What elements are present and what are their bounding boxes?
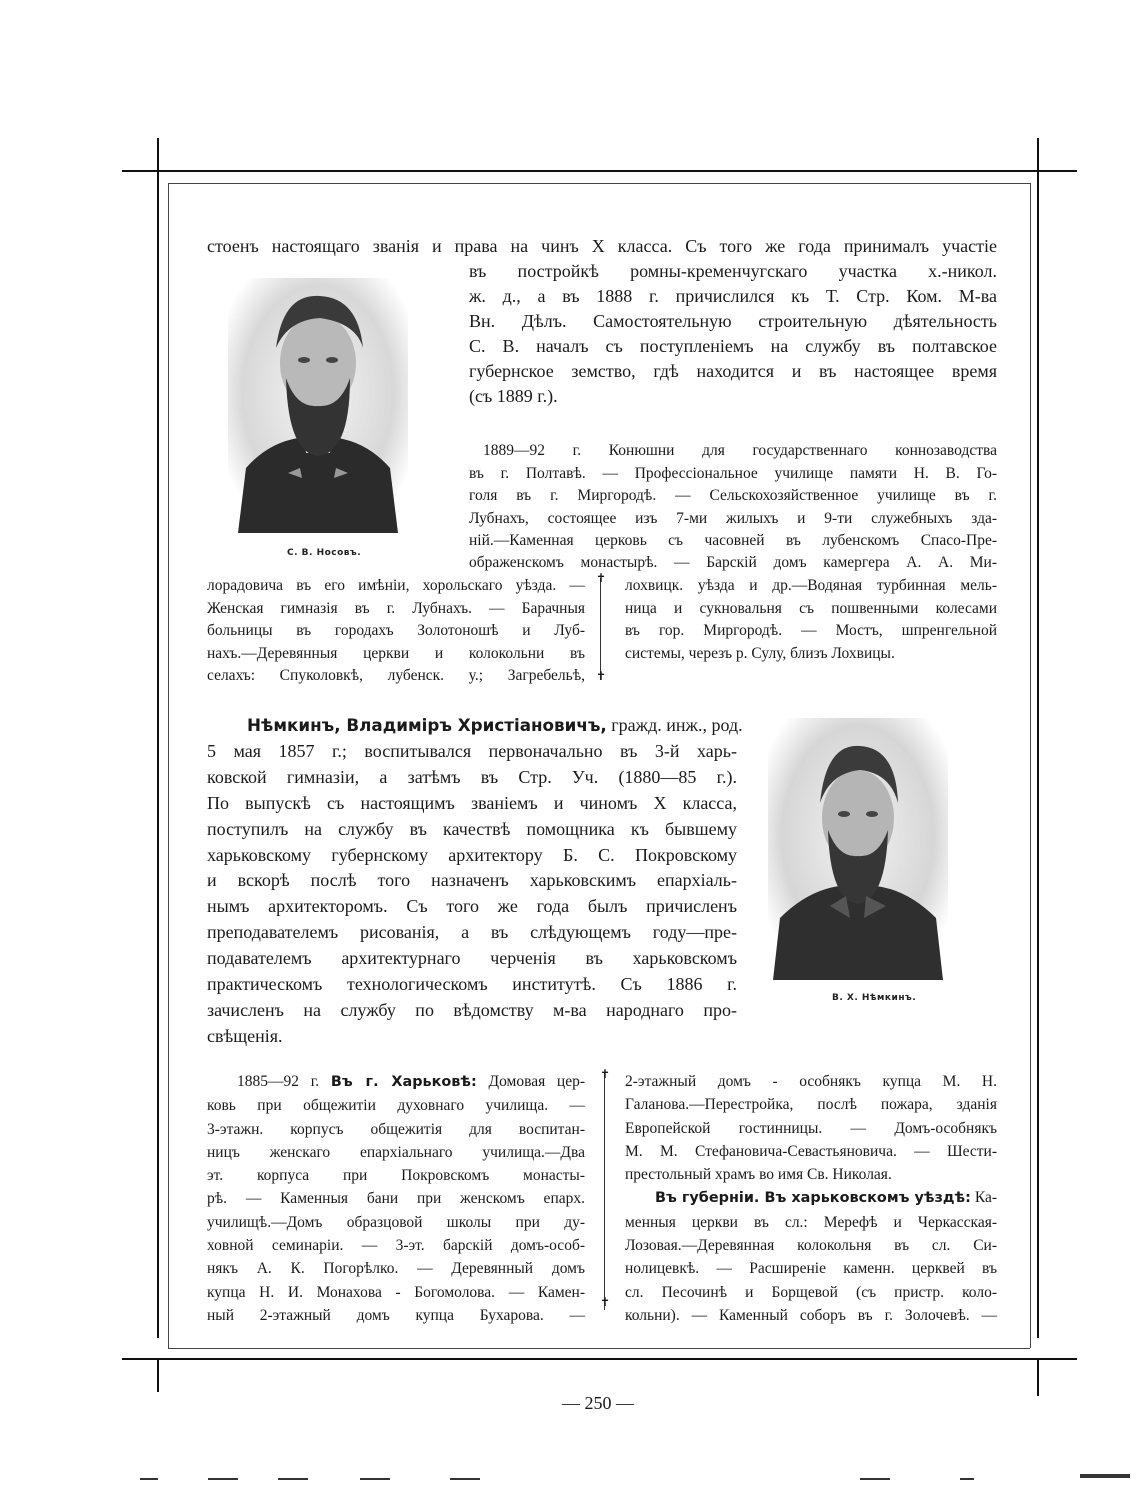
text-fragment: гражд. инж., род.	[611, 715, 743, 735]
text-line: М. М. Стефановича-Севастьяновича. — Шести-	[625, 1142, 997, 1160]
scan-mark	[960, 1478, 974, 1480]
scan-mark	[860, 1478, 890, 1480]
text-line: поступилъ на службу въ качествѣ помощника къ бывшему	[207, 818, 737, 839]
text-line: ница и сукновальня съ пошвенными колесами	[625, 599, 997, 617]
text-line: 1889—92 г. Конюшни для государственнаго коннозаводства	[483, 442, 997, 459]
nosov-works-intro-last	[469, 552, 997, 575]
nemkin-works-right	[625, 1070, 997, 1327]
text-line: Лозовая.—Деревянная колокольня въ сл. Си-	[625, 1237, 997, 1255]
portrait-illustration	[768, 718, 948, 980]
nemkin-portrait	[768, 718, 948, 980]
text-line: ковь при общежитіи духовнаго училища. —	[207, 1097, 585, 1115]
region-heading: Въ губерніи. Въ харьковскомъ уѣздѣ:	[655, 1190, 971, 1207]
text-line: нымъ архитекторомъ. Съ того же года былъ причисленъ	[207, 896, 737, 917]
text-line: кольни). — Каменный соборъ въ г. Золочевѣ. —	[625, 1306, 997, 1324]
scan-mark	[278, 1478, 308, 1480]
scan-mark	[140, 1478, 158, 1480]
text-line: Женская гимназія въ г. Лубнахъ. — Барачныя	[207, 599, 585, 617]
text-fragment: Домовая цер-	[488, 1073, 585, 1090]
nosov-works-left	[207, 575, 585, 688]
frame-left-inner	[168, 183, 169, 1348]
text-line: практическомъ технологическомъ институтѣ. Съ 1886 г.	[207, 974, 737, 995]
text-line: харьковскому губернскому архитектору Б. С. Покровскому	[207, 844, 737, 865]
text-line: селахъ: Спуколовкѣ, лубенск. у.; Загребельѣ,	[207, 667, 585, 684]
text-line: 2-этажный домъ - особнякъ купца М. Н.	[625, 1073, 997, 1090]
nemkin-bio-column	[207, 713, 743, 1050]
text-line: подавателемъ архитектурнаго черченія въ харьковскомъ	[207, 948, 737, 969]
text-line: преподавателемъ рисованія, а въ слѣдующемъ году—пре-	[207, 922, 737, 943]
scan-mark	[450, 1478, 480, 1480]
text-line: Вн. Дѣлъ. Самостоятельную строительную дѣятельность	[469, 311, 997, 331]
works-right-region-line	[625, 1186, 997, 1210]
text-line: системы, черезъ р. Сулу, близъ Лохвицы.	[625, 644, 895, 662]
divider-ornament: ✝	[600, 1067, 611, 1081]
nosov-first-line	[207, 234, 997, 259]
text-fragment: 1885—92 г.	[237, 1073, 320, 1090]
text-line: зачисленъ на службу по вѣдомству м-ва народнаго про-	[207, 999, 737, 1020]
nosov-caption: С. В. Носовъ.	[287, 548, 362, 558]
scan-mark	[208, 1478, 238, 1480]
column-divider	[604, 1072, 605, 1310]
frame-top-rule	[122, 170, 1077, 172]
frame-left-vertical	[157, 138, 159, 1338]
text-line: Лубнахъ, состоящее изъ 7-ми жилыхъ и 9-ти служебныхъ зда-	[469, 509, 997, 527]
frame-right-inner	[1030, 183, 1031, 1348]
text-line: ный 2-этажный домъ купца Бухарова. —	[207, 1306, 585, 1324]
frame-bottom-inner-rule	[168, 1348, 1030, 1349]
frame-right-stub	[1037, 1360, 1039, 1396]
text-line: лохвицк. уѣзда и др.—Водяная турбинная мель-	[625, 577, 997, 594]
text-line: ницъ женскаго епархіальнаго училища.—Два	[207, 1143, 585, 1161]
text-line: сл. Песочинѣ и Борщевой (съ пристр. коло-	[625, 1283, 997, 1301]
divider-ornament: ✝	[596, 571, 607, 585]
scan-mark	[1080, 1474, 1130, 1478]
text-line: стоенъ настоящаго званія и права на чинъ X класса. Съ того же года принималъ участіе	[207, 236, 997, 256]
nosov-works-right	[625, 575, 997, 665]
text-line: ковской гимназіи, а затѣмъ въ Стр. Уч. (1880—85 г.).	[207, 766, 737, 787]
text-line: лорадовича въ его имѣніи, хорольскаго уѣзда. —	[207, 577, 585, 594]
text-line: въ г. Полтавѣ. — Профессіональное училище памяти Н. В. Го-	[469, 464, 997, 482]
nemkin-name: Нѣмкинъ, Владиміръ Христіановичъ,	[247, 715, 607, 735]
text-line: престольный храмъ во имя Св. Николая.	[625, 1166, 892, 1184]
text-line: (съ 1889 г.).	[469, 386, 558, 406]
frame-top-inner-rule	[168, 183, 1030, 184]
text-line: Галанова.—Перестройка, послѣ пожара, зданія	[625, 1096, 997, 1114]
frame-left-stub	[157, 1360, 159, 1392]
scan-mark	[360, 1478, 390, 1480]
text-line: 3-этажн. корпусъ общежитія для воспитан-	[207, 1120, 585, 1138]
nemkin-heading-line	[207, 713, 743, 739]
text-line: рѣ. — Каменныя бани при женскомъ епарх.	[207, 1190, 585, 1208]
divider-ornament: ✝	[600, 1295, 611, 1309]
text-line: голя въ г. Миргородѣ. — Сельскохозяйственное училище въ г.	[469, 487, 997, 504]
text-line: нолицевкѣ. — Расширеніе каменн. церквей въ	[625, 1260, 997, 1278]
text-line: Европейской гостинницы. — Домъ-особнякъ	[625, 1119, 997, 1137]
text-line: ображенскомъ монастырѣ. — Барскій домъ камергера А. А. Ми-	[469, 554, 997, 571]
text-line: больницы въ городахъ Золотоношѣ и Луб-	[207, 622, 585, 639]
text-line: менныя церкви въ сл.: Мерефѣ и Черкасская-	[625, 1213, 997, 1231]
divider-ornament: ✝	[596, 669, 607, 683]
text-line: някъ А. К. Погорѣлко. — Деревянный домъ	[207, 1260, 585, 1278]
text-fragment: Ка-	[974, 1189, 997, 1207]
frame-bottom-rule	[122, 1358, 1077, 1360]
nemkin-works-left	[207, 1070, 585, 1327]
text-line: нахъ.—Деревянныя церкви и колокольни въ	[207, 644, 585, 662]
text-line: эт. корпуса при Покровскомъ монасты-	[207, 1167, 585, 1185]
text-line: училищѣ.—Домъ образцовой школы при ду-	[207, 1213, 585, 1231]
text-line: въ гор. Миргородѣ. — Мостъ, шпренгельной	[625, 622, 997, 639]
frame-right-vertical	[1037, 138, 1039, 1338]
portrait-illustration	[228, 278, 408, 533]
text-line: купца Н. И. Монахова - Богомолова. — Камен-	[207, 1283, 585, 1301]
page-number: — 250 —	[562, 1393, 634, 1413]
text-line: свѣщенія.	[207, 1025, 283, 1046]
text-line: По выпускѣ съ настоящимъ званіемъ и чиномъ X класса,	[207, 792, 737, 813]
text-line: ній.—Каменная церковь съ часовней въ лубенскомъ Спасо-Пре-	[469, 532, 997, 549]
column-divider	[600, 578, 601, 680]
text-line: губернское земство, гдѣ находится и въ настоящее время	[469, 361, 997, 381]
nosov-portrait	[228, 278, 408, 533]
text-line: ж. д., а въ 1888 г. причислился къ Т. Стр. Ком. М-ва	[469, 286, 997, 306]
place-heading: Въ г. Харьковѣ:	[330, 1074, 477, 1090]
text-line: ховной семинаріи. — 3-эт. барскій домъ-особ-	[207, 1237, 585, 1255]
text-line: С. В. началъ съ поступленіемъ на службу въ полтавское	[469, 336, 997, 356]
nemkin-caption: В. Х. Нѣмкинъ.	[832, 993, 917, 1003]
works-left-first-line	[207, 1070, 585, 1094]
text-line: въ постройкѣ ромны-кременчугскаго участка х.-никол.	[469, 261, 997, 281]
text-line: и вскорѣ послѣ того назначенъ харьковскимъ епархіаль-	[207, 870, 737, 891]
nosov-works-intro	[469, 440, 997, 553]
text-line: 5 мая 1857 г.; воспитывался первоначально въ 3-й харь-	[207, 740, 737, 761]
nosov-bio-column	[469, 259, 997, 409]
